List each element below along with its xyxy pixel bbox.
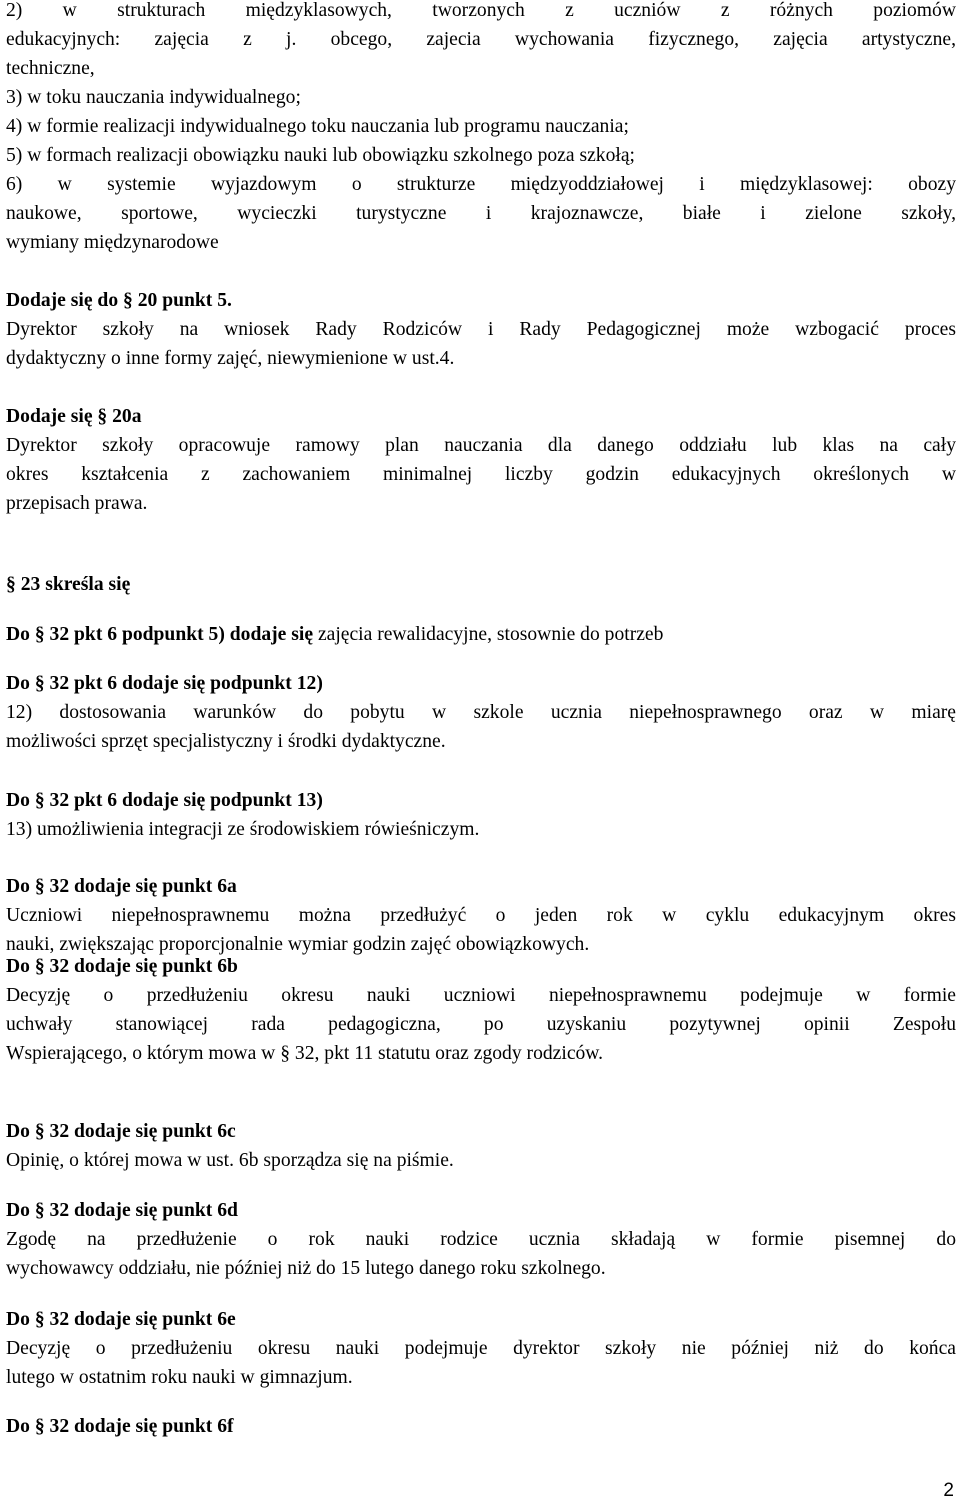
- section-heading: Do § 32 dodaje się punkt 6a: [6, 876, 237, 897]
- section-text-line-3: Wspierającego, o którym mowa w § 32, pkt 11 statutu oraz zgody rodziców.: [6, 1043, 604, 1064]
- list-item-2-line-2: edukacyjnych: zajęcia z j. obcego, zajecia wychowania fizycznego, zajęcia artystyczne,: [6, 29, 956, 50]
- section-text-line-2: okres kształcenia z zachowaniem minimalnej liczby godzin edukacyjnych określonych w: [6, 464, 956, 485]
- list-item-6-line-2: naukowe, sportowe, wycieczki turystyczne i krajoznawcze, białe i zielone szkoły,: [6, 203, 956, 224]
- section-heading: Do § 32 pkt 6 dodaje się podpunkt 13): [6, 790, 323, 811]
- section-32-6c: [6, 1117, 956, 1175]
- section-text-line-1: 13) umożliwienia integracji ze środowiskiem rówieśniczym.: [6, 819, 480, 840]
- section-heading: Do § 32 pkt 6 dodaje się podpunkt 12): [6, 673, 323, 694]
- section-text-line-2: nauki, zwiększając proporcjonalnie wymiar godzin zajęć obowiązkowych.: [6, 934, 590, 955]
- section-heading: Do § 32 dodaje się punkt 6c: [6, 1121, 236, 1142]
- section-text-line-1: Dyrektor szkoły na wniosek Rady Rodziców i Rady Pedagogicznej może wzbogacić proces: [6, 319, 956, 340]
- section-32-6-13: [6, 786, 956, 844]
- list-item-6: [6, 170, 956, 257]
- list-item-2-line-3: techniczne,: [6, 58, 95, 79]
- section-text-line-2: uchwały stanowiącej rada pedagogiczna, po uzyskaniu pozytywnej opinii Zespołu: [6, 1014, 956, 1035]
- list-item-6-line-3: wymiany międzynarodowe: [6, 232, 219, 253]
- section-heading: Dodaje się § 20a: [6, 406, 142, 427]
- section-text-line-2: dydaktyczny o inne formy zajęć, niewymienione w ust.4.: [6, 348, 455, 369]
- list-item-3: 3) w toku nauczania indywidualnego;: [6, 87, 301, 108]
- list-item-5: 5) w formach realizacji obowiązku nauki lub obowiązku szkolnego poza szkołą;: [6, 145, 635, 166]
- section-20-5: [6, 286, 956, 373]
- section-32-6b: [6, 952, 956, 1068]
- list-item-2: [6, 0, 956, 83]
- section-heading: Dodaje się do § 20 punkt 5.: [6, 290, 232, 311]
- page-number: 2: [943, 1480, 954, 1501]
- section-text-line-2: możliwości sprzęt specjalistyczny i środki dydaktyczne.: [6, 731, 446, 752]
- section-32-6d: [6, 1196, 956, 1283]
- section-text-line-1: 12) dostosowania warunków do pobytu w szkole ucznia niepełnosprawnego oraz w miarę: [6, 702, 956, 723]
- section-text-line-1: Uczniowi niepełnosprawnemu można przedłużyć o jeden rok w cyklu edukacyjnym okres: [6, 905, 956, 926]
- section-heading: Do § 32 dodaje się punkt 6e: [6, 1309, 236, 1330]
- section-32-6-12: [6, 669, 956, 756]
- section-text-line-1: Decyzję o przedłużeniu okresu nauki uczniowi niepełnosprawnemu podejmuje w formie: [6, 985, 956, 1006]
- section-text-line-2: lutego w ostatnim roku nauki w gimnazjum.: [6, 1367, 353, 1388]
- list-item-6-line-1: 6) w systemie wyjazdowym o strukturze międzyoddziałowej i międzyklasowej: obozy: [6, 174, 956, 195]
- section-text-line-1: Dyrektor szkoły opracowuje ramowy plan nauczania dla danego oddziału lub klas na cały: [6, 435, 956, 456]
- section-text-line-1: Opinię, o której mowa w ust. 6b sporządza się na piśmie.: [6, 1150, 454, 1171]
- section-text-line-2: wychowawcy oddziału, nie później niż do 15 lutego danego roku szkolnego.: [6, 1258, 606, 1279]
- section-32-6a: [6, 872, 956, 959]
- list-item-2-line-1: 2) w strukturach międzyklasowych, tworzonych z uczniów z różnych poziomów: [6, 0, 956, 21]
- section-text-line-3: przepisach prawa.: [6, 493, 148, 514]
- section-text-line-1: Zgodę na przedłużenie o rok nauki rodzice ucznia składają w formie pisemnej do: [6, 1229, 956, 1250]
- section-23-heading: § 23 skreśla się: [6, 574, 131, 595]
- section-20a: [6, 402, 956, 518]
- section-text-line-1: Decyzję o przedłużeniu okresu nauki podejmuje dyrektor szkoły nie później niż do końca: [6, 1338, 956, 1359]
- section-heading: Do § 32 dodaje się punkt 6d: [6, 1200, 238, 1221]
- section-heading: Do § 32 dodaje się punkt 6b: [6, 956, 238, 977]
- section-text: zajęcia rewalidacyjne, stosownie do potrzeb: [313, 624, 664, 645]
- section-32-6f-heading: Do § 32 dodaje się punkt 6f: [6, 1416, 234, 1437]
- section-32-6-5: [6, 620, 956, 649]
- list-item-4: 4) w formie realizacji indywidualnego toku nauczania lub programu nauczania;: [6, 116, 629, 137]
- section-32-6e: [6, 1305, 956, 1392]
- section-heading: Do § 32 pkt 6 podpunkt 5) dodaje się: [6, 624, 314, 645]
